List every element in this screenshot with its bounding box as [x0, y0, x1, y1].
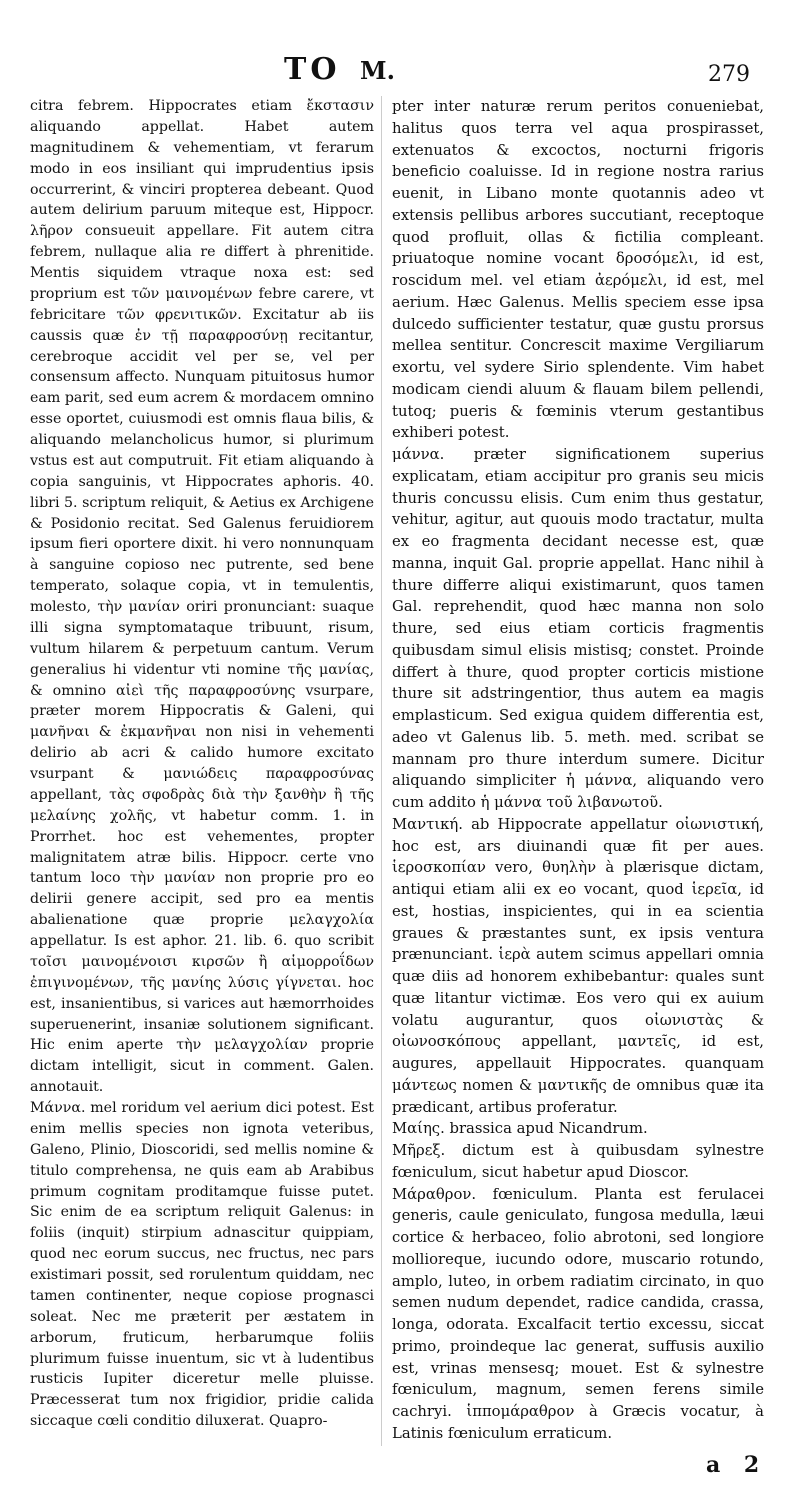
manna-entry: Μάννα. mel roridum vel aerium dici potest. Est enim mellis species non ignota veteribus, Galeno, Plinio, Dioscoridi, sed mellis nomine & titulo comprehensa, ne quis eam ab Arabibus primum cognitam proditamque fuisse putet. Sic enim de ea scriptum reliquit Galenus: in foliis (inquit) stirpium adnascitur quippiam, quod nec eorum succus, nec fructus, nec pars existimari possit, sed rorulentum quiddam, nec tamen continenter, neque copiose prognasci soleat. Nec me præterit per æstatem in arborum, fruticum, herbarumque foliis plurimum fuisse inuentum, sic vt à ludentibus rusticis Iupiter diceretur melle pluisse. Præcesserat tum nox frigidior, pridie calida siccaque cœli conditio diluxerat. Quapro-: [30, 1100, 374, 1430]
marathron-entry: Μάραθρον. fœniculum. Planta est ferulacei generis, caule geniculato, fungosa medulla, læui cortice & herbaceo, folio abrotoni, sed longiore mollioreque, iucundo odore, muscario rotundo, amplo, luteo, in orbem radiatim circinato, in quo semen nudum dependet, radice candida, crassa, longa, odorata. Excalfacit tertio excessu, siccat primo, proindeque lac generat, suffusis auxilio est, vrinas mensesq; mouet. Est & sylnestre fœniculum, magnum, semen ferens simile cachryi. ἱππομάραθρον à Græcis vocatur, à Latinis fœniculum erraticum.: [392, 1185, 764, 1442]
signature-mark: a 2: [706, 1452, 768, 1478]
manna-thuris-entry: μάννα. præter significationem superius explicatam, etiam accipitur pro granis seu micis thuris concussu elisis. Cum enim thus gestatur, vehitur, agitur, aut quouis modo tractatur, multa ex eo fragmenta decidant necesse est, quæ manna, inquit Gal. proprie appellat. Hanc nihil à thure differre aliqui existimarunt, quos tamen Gal. reprehendit, quod hæc manna non solo thure, sed eius etiam corticis fragmentis quibusdam simul elisis mistisq; constet. Proinde differt à thure, quod propter corticis mistione thure sit adstringentior, thus autem ea magis emplasticum. Sed exigua quidem differentia est, adeo vt Galenus lib. 5. meth. med. scribat se mannam pro thure interdum sumere. Dicitur aliquando simpliciter ἡ μάννα, aliquando vero cum addito ἡ μάννα τοῦ λιβανωτοῦ.: [392, 446, 764, 811]
mania-continuation-paragraph: citra febrem. Hippocrates etiam ἔκστασιν aliquando appellat. Habet autem magnitudinem & vehementiam, vt ferarum modo in eos insiliant qui imprudentius ipsis occurrerint, & vinciri propterea debeant. Quod autem delirium paruum miteque est, Hippocr. λῆρον consueuit appellare. Fit autem citra febrem, nullaque alia re differt à phrenitide. Mentis siquidem vtraque noxa est: sed proprium est τῶν μαινομένων febre carere, vt febricitare τῶν φρενιτικῶν. Excitatur ab iis caussis quæ ἐν τῇ παραφροσύνῃ recitantur, cerebroque accidit vel per se, vel per consensum affecto. Nunquam pituitosus humor eam parit, sed eum acrem & mordacem omnino esse oportet, cuiusmodi est omnis flaua bilis, & aliquando melancholicus humor, si plurimum vstus est aut computruit. Fit etiam aliquando à copia sanguinis, vt Hippocrates aphoris. 40. libri 5. scriptum reliquit, & Aetius ex Archigene & Posidonio recitat. Sed Galenus feruidiorem ipsum fieri oportere dixit. hi vero nonnunquam à sanguine copioso nec putrente, sed bene temperato, solaque copia, vt in temulentis, molesto, τὴν μανίαν oriri pronunciant: suaque illi signa symptomataque tribuunt, risum, vultum hilarem & perpetuum cantum. Verum generalius hi videntur vti nomine τῆς μανίας, & omnino αἰεὶ τῆς παραφροσύνης vsurpare, præter morem Hippocratis & Galeni, qui μανῆναι & ἐκμανῆναι non nisi in vehementi delirio ab acri & calido humore excitato vsurpant & μανιώδεις παραφροσύνας appellant, τὰς σφοδρὰς διὰ τὴν ξανθὴν ἢ τῆς μελαίνης χολῆς, vt habetur comm. 1. in Prorrhet. hoc est vehementes, propter malignitatem atræ bilis. Hippocr. certe vno tantum loco τὴν μανίαν non proprie pro eo delirii genere accipit, sed pro ea mentis abalienatione quæ proprie μελαγχολία appellatur. Is est aphor. 21. lib. 6. quo scribit τοῖσι μαινομένοισι κιρσῶν ἢ αἱμορροΐδων ἐπιγινομένων, τῆς μανίης λύσις γίγνεται. hoc est, insanientibus, si varices aut hæmorrhoides superuenerint, insaniæ solutionem significant. Hic enim aperte τὴν μελαγχολίαν proprie dictam intelligit, sicut in comment. Galen. annotauit.: [30, 98, 374, 1096]
maies-entry: Μαίης. brassica apud Nicandrum.: [392, 1120, 648, 1138]
left-column: [30, 96, 374, 1456]
page-header: [0, 52, 800, 92]
merex-entry: Μῆρεξ. dictum est à quibusdam sylnestre fœniculum, sicut habetur apud Dioscor.: [392, 1142, 764, 1181]
manna-continuation-paragraph: pter inter naturæ rerum peritos conueniebat, halitus quos terra vel aqua prospirasset, extenuatos & excoctos, nocturni frigoris beneficio coaluisse. Id in regione nostra rarius euenit, in Libano monte quotannis adeo vt extensis pellibus arbores succutiant, receptoque quod profluit, ollas & fictilia compleant. priuatoque nomine vocant δροσόμελι, id est, roscidum mel. vel etiam ἀερόμελι, id est, mel aerium. Hæc Galenus. Mellis speciem esse ipsa dulcedo sufficienter testatur, quæ gustu prorsus mellea sentitur. Concrescit maxime Vergiliarum exortu, vel sydere Sirio splendente. Vim habet modicam ciendi aluum & flauam bilem pellendi, tutoq; pueris & fœminis vterum gestantibus exhiberi potest.: [392, 98, 764, 442]
running-head-continuation: M.: [360, 56, 395, 85]
mantike-entry: Μαντική. ab Hippocrate appellatur οἰωνιστική, hoc est, ars diuinandi quæ fit per aues. ἱεροσκοπίαν vero, θυηλὴν à plærisque dictam, antiqui etiam alii ex eo vocant, quod ἱερεῖα, id est, hostias, inspicientes, qui in ea scientia graues & præstantes sunt, ex ipsis ventura prænunciant. ἱερὰ autem scimus appellari omnia quæ diis ad honorem exhibebantur: quales sunt quæ litantur victimæ. Eos vero qui ex auium volatu augurantur, quos οἰωνιστὰς & οἰωνοσκόπους appellant, μαντεῖς, id est, augures, appellauit Hippocrates. quanquam μάντεως nomen & μαντικῆς de omnibus quæ ita prædicant, artibus proferatur.: [392, 815, 764, 1116]
right-column: [392, 96, 764, 1456]
column-divider: [381, 96, 382, 1446]
page-number: 279: [708, 62, 750, 87]
running-head: TO: [284, 52, 341, 87]
